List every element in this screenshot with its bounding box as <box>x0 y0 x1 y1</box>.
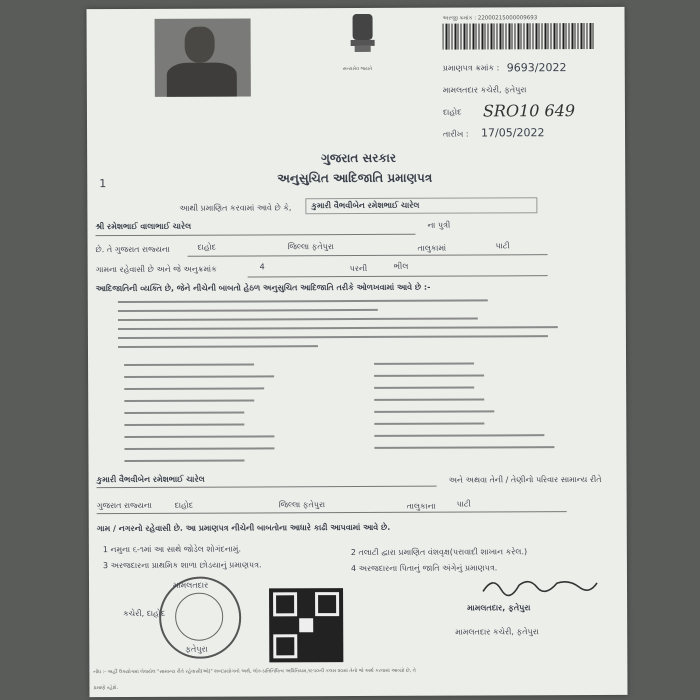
stamp-bottom: ફતેપુરા <box>185 644 208 654</box>
certify-text: આથી પ્રમાણિત કરવામાં આવે છે કે, <box>179 203 292 213</box>
district: દાહોદ <box>197 242 217 252</box>
taluka-2-label: તાલુકાના <box>406 501 436 511</box>
document-3: 3 અરજદારના પ્રાથમિક શાળા છોડયાનું પ્રમાણપત્ર. <box>102 560 262 571</box>
dahod-label: દાહોદ <box>442 107 462 117</box>
tribe-list-lines <box>124 359 584 471</box>
from-label: પરની <box>349 263 368 274</box>
state-emblem-icon <box>343 10 383 68</box>
taluka-label: તાલુકામાં <box>417 243 447 253</box>
document-4: 4 અરજદારના પિતાનું જાતિ અંગેનું પ્રમાણપત્ર. <box>350 563 498 574</box>
signature-scribble <box>479 571 599 602</box>
barcode-label: અરજી ક્રમાંક : 22000215000009693 <box>442 15 538 22</box>
footer-note-2: પ્રમાણે રહેશે. <box>93 686 118 692</box>
stamp-top: મામલતદાર <box>172 580 209 590</box>
state-2: ગુજરાત રાજ્યના <box>96 500 152 511</box>
gov-title: ગુજરાત સરકાર <box>321 150 397 166</box>
tribe-text: આદિજાતિની વ્યક્તિ છે, જેને નીચેની બાબતો હેઠળ અનુસુચિત આદિજાતિ તરીકે ઓળખવામાં આવે છે :- <box>95 282 431 294</box>
qr-code <box>269 588 343 662</box>
signatory-title: મામલતદાર, ફતેપુરા <box>467 603 531 613</box>
cert-no: 9693/2022 <box>506 61 567 75</box>
barcode <box>443 23 595 50</box>
daughter-label: ના પુત્રી <box>427 220 451 230</box>
taluka-2: જિલ્લા ફતેપુરા <box>278 500 326 510</box>
footer-note: નોંધ :- અહીં ઉપયોગમાં લેવાયેલ "સામાન્ય રીતે રહેવાસી(ઓ)" શબ્દપ્રયોગનો અર્થ, લોક-પ્રતિનિધિત્વ અધિનિયમ,૧૯૫૦ની કલમ ૨૦માં તેનો જે અર્થ કરવામાં આવ્યો છે, તે <box>93 668 416 676</box>
page-number: 1 <box>99 177 107 191</box>
issue-date: 17/05/2022 <box>481 126 545 140</box>
applicant-name-2: કુમારી વૈભવીબેન રમેશભાઈ ચારેલ <box>96 474 205 485</box>
state-text: છે. તે ગુજરાત રાજ્યના <box>95 244 170 255</box>
village: પાટી <box>495 241 510 251</box>
signatory-office: મામલતદાર કચેરી, ફતેપુરા <box>455 627 539 637</box>
applicant-name: કુમારી વૈભવીબેન રમેશભાઈ ચારેલ <box>311 200 420 211</box>
stamp-middle: કચેરી, દાહોદ <box>123 608 166 619</box>
cert-no-label: પ્રમાણપત્ર ક્રમાંક : <box>442 63 500 73</box>
emblem-caption: સત્યમેવ જયતે <box>342 66 373 73</box>
serial-number: 4 <box>259 262 265 272</box>
father-name: શ્રી રમેશભાઈ વાલાભાઈ ચારેલ <box>95 221 192 232</box>
document-1: 1 નમુના ૬-૧માં આ સાથે જોડેલ શોગંદનામું. <box>102 544 242 555</box>
cert-title: અનુસુચિત આદિજાતિ પ્રમાણપત્ર <box>277 170 433 186</box>
village-2: પાટી <box>456 499 471 509</box>
legal-references-lines <box>118 297 558 354</box>
village-text: ગામના રહેવાસી છે અને જે અનુક્રમાંક <box>95 264 217 275</box>
handwritten-number: SRO10 649 <box>482 101 576 121</box>
residence-text: ગામ / નગરનો રહેવાસી છે. આ પ્રમાણપત્ર નીચેની બાબતોના આધારે કાઢી આપવામાં આવે છે. <box>96 522 391 534</box>
date-label: તારીખ : <box>443 129 469 139</box>
taluka-district: જિલ્લા ફતેપુરા <box>287 242 334 252</box>
office-header: મામલતદાર કચેરી, ફતેપુરા <box>442 85 527 95</box>
document-2: 2 તલાટી દ્વારા પ્રમાણિત વંશવૃક્ષ(પરાવાદી શાખાન કરેલ.) <box>350 547 528 558</box>
certificate-page <box>87 7 628 697</box>
district-2: દાહોદ <box>174 500 194 510</box>
legal-references <box>87 7 625 9</box>
applicant-photo <box>155 18 251 96</box>
tribe-name: ભીલ <box>393 261 409 271</box>
family-text: અને અથવા તેની / તેણીનો પરિવાર સામાન્ય રીતે <box>448 474 602 485</box>
